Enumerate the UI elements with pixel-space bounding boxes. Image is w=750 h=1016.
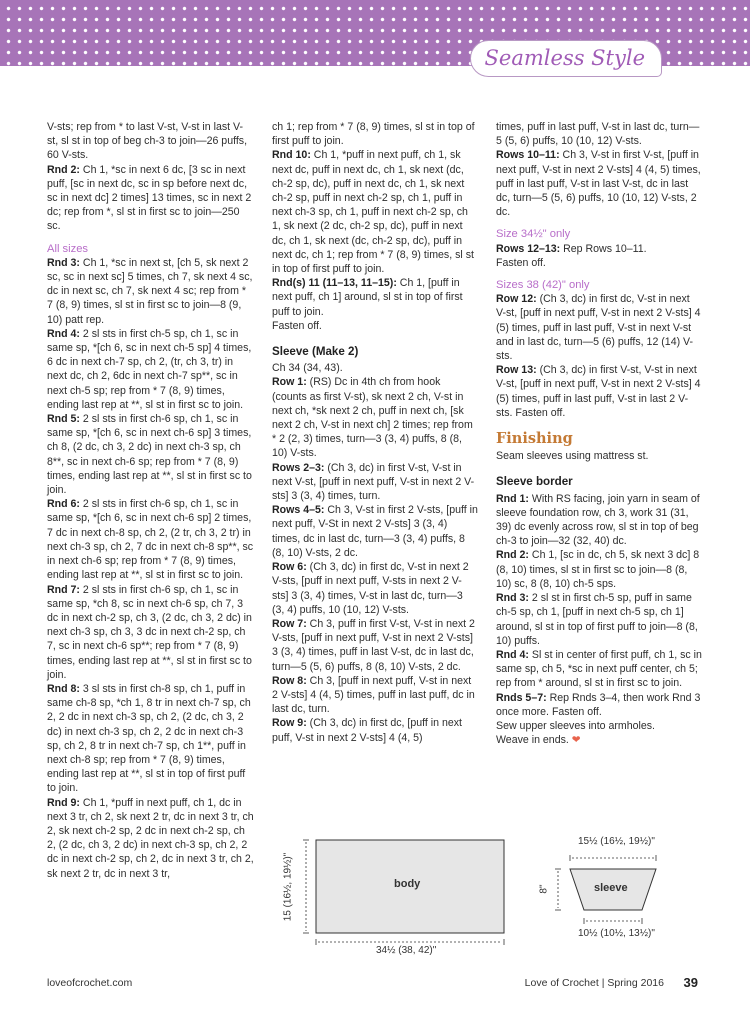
paragraph: times, puff in last puff, V-st in last dc, turn—5 (5, 6) puffs, 10 (10, 12) V-sts. — [496, 121, 700, 148]
paragraph: Rnd 3: Ch 1, *sc in next st, [ch 5, sk next 2 sc, sc in next sc] 5 times, ch 7, sk next 4 sc, dc in next sc, ch 7, sk next 4 sc; rep from * 7 (8, 9) times, sl st in first sc to join—8 (9, 10) patt rep. — [47, 256, 253, 326]
paragraph: Rnd 4: Sl st in center of first puff, ch 1, sc in same sp, ch 5, *sc in next puff center, ch 5; rep from * around, sl st in first sc to join. — [496, 648, 702, 690]
paragraph: Rnd 1: With RS facing, join yarn in seam of sleeve foundation row, ch 3, work 31 (31, 39) dc evenly across row, sl st in top of beg ch-3 to join—32 (32, 40) dc. — [496, 492, 700, 548]
sleeve-heading: Sleeve (Make 2) — [272, 345, 359, 359]
paragraph: Rnds 5–7: Rep Rnds 3–4, then work Rnd 3 once more. Fasten off. — [496, 691, 701, 718]
paragraph: Row 13: (Ch 3, dc) in first V-st, V-st in next V-st, [puff in next puff, V-st in next 2 V-sts] 4 (5) times, puff in last puff, V-st in last 2 V-sts. Fasten off. — [496, 364, 701, 419]
paragraph: Row 8: Ch 3, [puff in next puff, V-st in next 2 V-sts] 4 (4, 5) times, puff in last puff, dc in last dc, turn. — [272, 674, 475, 716]
paragraph: Rows 4–5: Ch 3, V-st in first 2 V-sts, [puff in next puff, V-St in next 2 V-sts] 3 (3, 4) times, dc in last dc, turn—3 (3, 4) puffs, 8 (8, 10) V-sts, 2 dc. — [272, 504, 478, 559]
paragraph: Row 7: Ch 3, puff in first V-st, V-st in next 2 V-sts, [puff in next puff, V-st in next 2 V-sts] 3 (3, 4) times, puff in last V-st, dc in last dc, turn—5 (5, 6) puffs, 8 (8, 10) V-sts, 2 dc. — [272, 617, 475, 673]
footer — [0, 977, 750, 997]
finishing-heading: Finishing — [496, 430, 573, 448]
sleeve-label: sleeve — [594, 882, 628, 894]
paragraph: Rnd 9: Ch 1, *puff in next puff, ch 1, dc in next 3 tr, ch 2, sk next 2 tr, dc in next 3 tr, ch 2, sk next ch-2 sp, 2 dc in next ch-2 sp, ch 2, (2 dc, ch 3, 2 dc) in next ch-3 sp, ch 2, 2 dc in next ch-2 sp, ch 2, dc in next 3 tr, ch 2, sk next 2 tr, dc in next 3 tr, — [47, 796, 254, 880]
column-1 — [47, 120, 254, 881]
paragraph: Seam sleeves using mattress st. — [496, 450, 649, 463]
sleeve-bottom-label: 10½ (10½, 13½)" — [578, 928, 655, 939]
paragraph: Rows 2–3: (Ch 3, dc) in first V-st, V-st in next V-st, [puff in next puff, V-st in next 2 V-sts] 3 (3, 4) times, turn. — [272, 461, 475, 503]
body-width-label: 34½ (38, 42)" — [376, 945, 437, 956]
paragraph: Rnd 10: Ch 1, *puff in next puff, ch 1, sk next dc, puff in next dc, ch 1, sk next (dc, ch-2 sp, dc), puff in next dc, ch 1, sk next ch-2 sp, puff in next ch-2 sp, ch 1, puff in next ch-3 sp, ch 1, puff in next ch-2 sp, ch 1, sk next (2 dc, ch-2 sp, dc), puff in next dc, ch 1, sk next (dc, ch-2 sp, dc), puff in next dc, ch 1; rep from * 7 (8, 9) times, sl st in top of first puff to join. — [272, 149, 474, 276]
subheading: Size 34½" only — [496, 228, 571, 241]
paragraph: Row 1: (RS) Dc in 4th ch from hook (counts as first V-st), sk next 2 ch, V-st in next ch, *sk next 2 ch, puff in next ch, [sk next 2 ch, V-st in next ch] 2 times; rep from * 2 (2, 3) times, turn—3 (3, 4) puffs, 8 (8, 10) V-sts. — [272, 376, 473, 460]
body-height-label: 15 (16½, 19½)" — [282, 852, 294, 922]
paragraph: Weave in ends. ❤ — [496, 734, 581, 747]
paragraph: Rnd(s) 11 (11–13, 11–15): Ch 1, [puff in next puff, ch 1] around, sl st in top of first puff to join. — [272, 277, 463, 318]
paragraph: Sew upper sleeves into armholes. — [496, 719, 655, 732]
paragraph: Rows 10–11: Ch 3, V-st in first V-st, [puff in next puff, V-st in next 2 V-sts] 4 (4, 5) times, puff in last puff, V-st in last V-st, dc in last dc, turn—5 (5, 6) puffs, 10 (10, 12) V-sts, 2 dc. — [496, 149, 701, 219]
schematic-diagrams — [260, 832, 710, 962]
paragraph: Rows 12–13: Rep Rows 10–11. — [496, 242, 647, 255]
paragraph: Row 9: (Ch 3, dc) in first dc, [puff in next puff, V-st in next 2 V-sts] 4 (4, 5) — [272, 717, 462, 744]
section-title-badge — [470, 40, 662, 77]
paragraph: Rnd 5: 2 sl sts in first ch-6 sp, ch 1, sc in same sp, *[ch 6, sc in next ch-6 sp] 3 times, ch 8, (2 dc, ch 3, 2 dc) in next ch-3 sp, ch 8**, sc in next ch-6 sp; rep from * 7 (8, 9) times, ending last rep at **, sl st in first sc to join. — [47, 413, 252, 497]
paragraph: Row 6: (Ch 3, dc) in first dc, V-st in next 2 V-sts, [puff in next puff, V-sts in next 2 V-sts] 3 (3, 4) times, V-st in last dc, turn—3 (3, 4) puffs, 10 (10, 12) V-sts. — [272, 561, 469, 616]
paragraph: Row 12: (Ch 3, dc) in first dc, V-st in next V-st, [puff in next puff, V-st in next 2 V-sts] 4 (5) times, puff in last puff, V-st in next V-st and in last dc, turn—5 (6) puffs, 12 (14) V-sts. — [496, 293, 701, 363]
schematic-svg — [260, 832, 710, 962]
sleeve-border-heading: Sleeve border — [496, 475, 573, 489]
paragraph: ch 1; rep from * 7 (8, 9) times, sl st in top of first puff to join. — [272, 121, 475, 148]
website-link[interactable]: loveofcrochet.com — [47, 977, 133, 989]
paragraph: Rnd 7: 2 sl sts in first ch-6 sp, ch 1, sc in same sp, *ch 8, sc in next ch-6 sp, ch 7, 3 dc in next ch-2 sp, ch 3, (2 dc, ch 3, 2 dc) in next ch-3 sp, ch 3, 3 dc in next ch-2 sp, ch 7, sc in next ch-6 sp**; rep from * 7 (8, 9) times, ending last rep at **, sl st in first sc to join. — [47, 583, 252, 681]
paragraph: Fasten off. — [496, 256, 546, 269]
heart-icon: ❤ — [571, 734, 581, 747]
body-label: body — [394, 878, 421, 890]
paragraph: Rnd 2: Ch 1, [sc in dc, ch 5, sk next 3 dc] 8 (8, 10) times, sl st in first sc to join—8 (8, 10) sc, 8 (8, 10) ch-5 sps. — [496, 549, 700, 590]
magazine-name: Love of Crochet — [524, 977, 599, 989]
paragraph: Fasten off. — [272, 319, 322, 332]
sleeve-height-label: 8" — [538, 884, 550, 894]
paragraph: Rnd 4: 2 sl sts in first ch-5 sp, ch 1, sc in same sp, *[ch 6, sc in next ch-5 sp] 4 times, 6 dc in next ch-7 sp, ch 2, (tr, ch 3, tr) in next dc, ch 2, 6dc in next ch-7 sp**, sc in next ch-5 sp; rep from * 7 (8, 9) times, ending last rep at **, sl st in first sc to join. — [47, 327, 252, 411]
column-3 — [496, 120, 702, 747]
paragraph: Rnd 2: Ch 1, *sc in next 6 dc, [3 sc in next puff, [sc in next dc, sc in sp before next dc, sc in next dc] 2 times] 13 times, sc in next 2 dc; rep from *, sl st in first sc to join—250 sc. — [47, 163, 252, 233]
page-number: 39 — [683, 975, 698, 990]
sleeve-top-label: 15½ (16½, 19½)" — [578, 836, 655, 847]
paragraph: Rnd 8: 3 sl sts in first ch-8 sp, ch 1, puff in same ch-8 sp, *ch 1, 8 tr in next ch-7 sp, ch 2, 2 dc in next ch-3 sp, ch 2, (2 dc, ch 3, 2 dc) in next ch-3 sp, ch 2, 2 dc in next ch-3 sp, ch 2, 8 tr in next ch-7 sp, ch 1**, puff in next ch-8 sp; rep from * 7 (8, 9) times, ending last rep at **, sl st in top of first puff to join. — [47, 682, 251, 795]
column-2 — [272, 120, 478, 745]
subheading: All sizes — [47, 242, 89, 255]
issue-label: | Spring 2016 — [598, 977, 664, 989]
paragraph: Rnd 3: 2 sl st in first ch-5 sp, puff in same ch-5 sp, ch 1, [puff in next ch-5 sp, ch 1] around, sl st in top of first puff to join—8 (8, 10) puffs. — [496, 592, 698, 647]
subheading: Sizes 38 (42)" only — [496, 279, 590, 292]
section-title: Seamless Style — [484, 46, 645, 70]
paragraph: Rnd 6: 2 sl sts in first ch-6 sp, ch 1, sc in same sp, *[ch 6, sc in next ch-6 sp] 2 times, 7 dc in next ch-8 sp, ch 2, (2 tr, ch 3, 2 tr) in next ch-3 sp, ch 2, 7 dc in next ch-8 sp**, sc in next ch-6 sp; rep from * 7 (8, 9) times, ending last rep at **, sl st in first sc to join. — [47, 498, 254, 582]
magazine-issue — [525, 977, 664, 989]
paragraph: V-sts; rep from * to last V-st, V-st in last V-st, sl st in top of beg ch-3 to join—26 puffs, 60 V-sts. — [47, 121, 248, 162]
paragraph: Ch 34 (34, 43). — [272, 362, 343, 375]
